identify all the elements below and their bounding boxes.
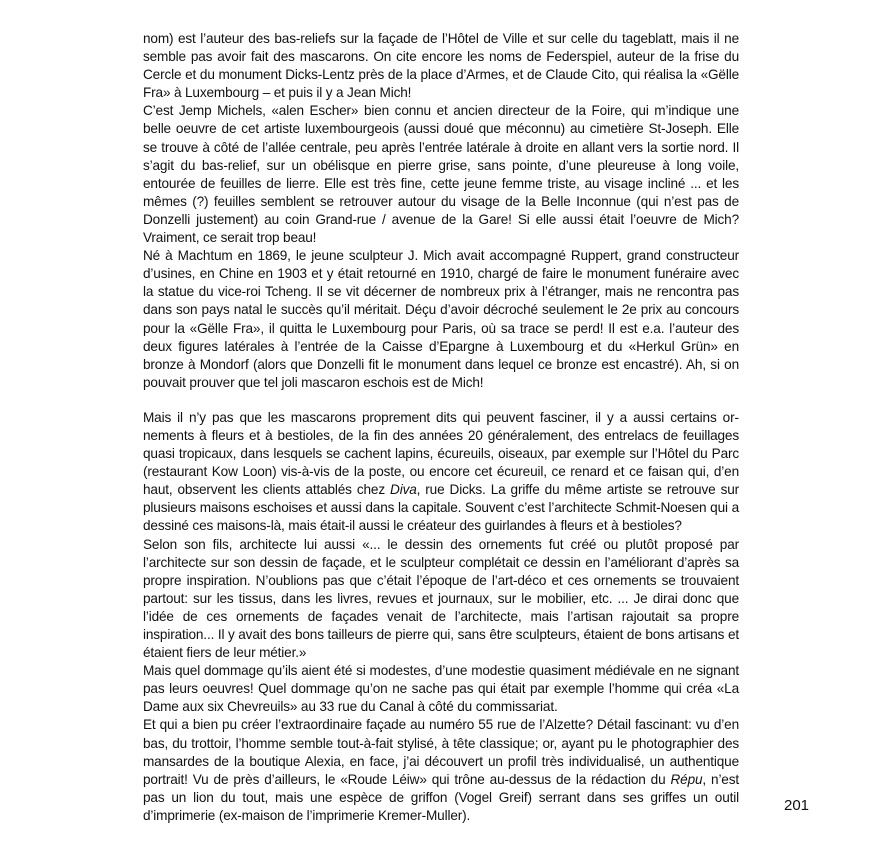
restaurant-name-italic: Diva — [390, 482, 417, 498]
paragraph-text: Et qui a bien pu créer l’extraordinaire façade au numéro 55 rue de l’Alzette? Détail fascinant: vu d’en bas, du trottoir, l’homme semble tout-à-fait stylisé, à tête classique; or, ayant pu le photographier des mansardes de la boutique Alexia, en face, j’ai découvert un profil très individualisé, un authentique portrait! Vu de près d’ailleurs, le «Roude Léiw» qui trône au-dessus de la rédaction du — [143, 717, 739, 787]
paragraph — [143, 30, 739, 102]
paragraph-text: Mais quel dommage qu’ils aient été si modestes, d’une modestie quasiment médiévale en ne signant pas leurs oeuvres! Quel dommage qu’on ne sache pas qui était par exemple l’homme qui créa «La Dame aux six Chevreuils» au 33 rue du Canal à côté du commissariat. — [143, 663, 739, 715]
paragraph-text: , rue Dicks. La griffe du même artiste se retrouve sur plusieurs maisons eschoises et aussi dans la capitale. Souvent c’est l’architecte Schmit-Noesen qui a dessiné ces maisons-là, mais était-il aussi le créateur des guirlandes à fleurs et à bestioles? — [143, 482, 739, 534]
paragraph-text: Mais il n’y pas que les mascarons proprement dits qui peuvent fasciner, il y a aussi certains ornements à fleurs et à bestioles, de la fin des années 20 généralement, des entrelacs de feuillages quasi tropicaux, dans lesquels se cachent lapins, écureuils, oiseaux, par exemple sur l’Hôtel du Parc (restaurant Kow Loon) vis-à-vis de la poste, ou encore cet écureuil, ce renard et ce faisan qui, d’en haut, observent les clients attablés chez — [143, 409, 739, 498]
paragraph — [143, 102, 739, 247]
paragraph — [143, 662, 739, 716]
article-body — [143, 30, 739, 825]
paragraph — [143, 409, 739, 536]
paragraph — [143, 247, 739, 392]
page-number: 201 — [784, 797, 810, 814]
paragraph-text: Né à Machtum en 1869, le jeune sculpteur J. Mich avait accompagné Ruppert, grand constructeur d’usines, en Chine en 1903 et y était retourné en 1910, chargé de faire le monument funéraire avec la statue du vice-roi Tcheng. Il se vit décerner de nombreux prix à l’étranger, mais ne rencontra pas dans son pays natal le succès qu’il méritait. Déçu d’avoir décroché seulement le 2e prix au concours pour la «Gëlle Fra», il quitta le Luxembourg pour Paris, où sa trace se perd! Il est e.a. l’auteur des deux figures latérales à l’entrée de la Caisse d’Epargne à Luxembourg et du «Herkul Grün» en bronze à Mondorf (alors que Donzelli fit le monument dans lequel ce bronze est encastré). Ah, si on pouvait prouver que tel joli mascaron eschois est de Mich! — [143, 248, 739, 390]
paragraph-text: nom) est l’auteur des bas-reliefs sur la façade de l’Hôtel de Ville et sur celle du tageblatt, mais il ne semble pas avoir fait des mascarons. On cite encore les noms de Federspiel, auteur de la frise du Cercle et du monument Dicks-Lentz près de la place d’Armes, et de Claude Cito, qui réalisa la «Gëlle Fra» à Luxembourg – et puis il y a Jean Mich! — [143, 31, 739, 101]
paragraph-text: , n’est pas un lion du tout, mais une espèce de griffon (Vogel Greif) serrant dans ses griffes un outil d’imprimerie (ex-maison de l’imprimerie Kremer-Muller). — [143, 771, 739, 823]
paragraph — [143, 716, 739, 825]
paragraph-text: Selon son fils, architecte lui aussi «... le dessin des ornements fut créé ou plutôt proposé par l’architecte sur son dessin de façade, et le sculpteur complétait ce dessin en l’améliorant d’après sa propre inspiration. N’oublions pas que c’était l’époque de l’art-déco et ces ornements se trouvaient partout: sur les tissus, dans les livres, revues et journaux, sur le mobilier, etc. ... Je dirai donc que l’idée de ces ornements de façades venait de l’architecte, mais l’artisan rajoutait sa propre inspiration... Il y avait des bons tailleurs de pierre qui, sans être sculpteurs, étaient de bons artisans et étaient fiers de leur métier.» — [143, 536, 739, 661]
paragraph-text: C’est Jemp Michels, «alen Escher» bien connu et ancien directeur de la Foire, qui m’indique une belle oeuvre de cet artiste luxembourgeois (aussi doué que méconnu) au cimetière St-Joseph. Elle se trouve à côté de l’allée centrale, peu après l’entrée latérale à droite en allant vers la sortie nord. Il s’agit du bas-relief, sur un obélisque en pierre grise, sans pointe, d’une pleureuse à long voile, entourée de feuilles de lierre. Elle est très fine, cette jeune femme triste, au visage incliné ... et les mêmes (?) feuilles semblent se retrouver autour du visage de la Belle Inconnue (qui n’est pas de Donzelli justement) au coin Grand-rue / avenue de la Gare! Si elle aussi était l’oeuvre de Mich? Vraiment, ce serait trop beau! — [143, 103, 739, 246]
paragraph — [143, 536, 739, 663]
newspaper-name-italic: Répu — [670, 771, 703, 787]
paragraph-spacer — [143, 392, 739, 409]
